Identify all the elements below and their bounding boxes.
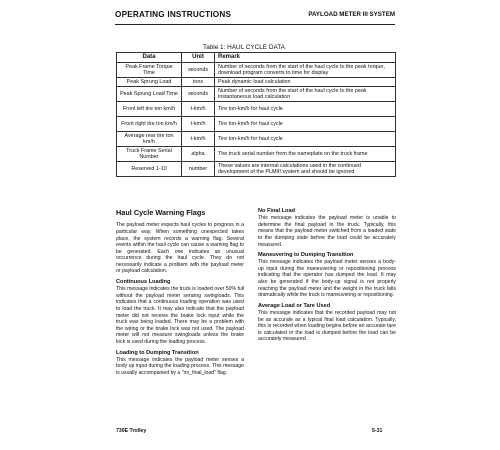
header-section-title: OPERATING INSTRUCTIONS — [115, 10, 232, 19]
table-row — [117, 162, 396, 177]
cell-data: Peak Sprung Load Time — [117, 87, 182, 102]
cell-unit: alpha — [182, 147, 215, 162]
table-header-row — [117, 53, 396, 63]
table-row — [117, 63, 396, 78]
cell-data: Front right tire ton km/h — [117, 117, 182, 132]
cell-remark: Peak dynamic load calculation — [215, 78, 396, 87]
cell-unit: t-km/h — [182, 102, 215, 117]
intro-paragraph: The payload meter expects haul cycles to progress in a particular way. When something unexpected takes place, the system records a warning flag. Several events within the haul cycle can cause a warning flag to be generated. Each one indicates an unusual occurrence during the haul cycle. They do not necessarily indicate a problem with the payload meter or payload calculation. — [116, 222, 244, 275]
column-header-data: Data — [117, 53, 182, 63]
subheading-continuous-loading: Continuous Loading — [116, 279, 171, 286]
cell-data: Reserved 1-10 — [117, 162, 182, 177]
subheading-maneuvering: Maneuvering to Dumping Transition — [258, 252, 354, 259]
haul-cycle-data-table — [116, 52, 396, 177]
table-row — [117, 147, 396, 162]
table-row — [117, 132, 396, 147]
average-load-paragraph: This message indicates that the recorded payload may not be as accurate as a typical final load calculation. Typically, this is recorded when loading begins before an accurate tare is calculated or the load is dumped before the load can be accurately measured. — [258, 310, 396, 343]
continuous-loading-paragraph: This message indicates the truck is loaded over 50% full without the payload meter sensing swingloads. This indicates that a continuous loading operation was used to load the truck. It may also indicate that the payload meter did not receive the brake lock input while the truck was being loaded. There may be a problem with the wiring or the brake lock was not used. The payload meter will not measure swingloads unless the brake lock is used during the loading process. — [116, 286, 245, 345]
table-row — [117, 102, 396, 117]
column-header-unit: Unit — [182, 53, 215, 63]
header-system-title: PAYLOAD METER III SYSTEM — [308, 11, 395, 18]
no-final-load-paragraph: This message indicates the payload meter is unable to determine the final payload in the truck. Typically, this means that the payload meter switched from a loaded state to the dumping state before the load could be accurately measured. — [258, 215, 396, 248]
cell-unit: t-km/h — [182, 117, 215, 132]
table-row — [117, 78, 396, 87]
cell-remark: Tire ton-km/h for haul cycle — [215, 102, 396, 117]
cell-unit: t-km/h — [182, 132, 215, 147]
cell-remark: Tire ton-km/h for haul cycle — [215, 117, 396, 132]
cell-remark: The truck serial number from the nameplate on the truck frame — [215, 147, 396, 162]
right-text-column — [258, 208, 396, 343]
table-row — [117, 87, 396, 102]
subheading-loading-to-dumping: Loading to Dumping Transition — [116, 349, 199, 356]
cell-remark: Number of seconds from the start of the haul cycle to the peak instantaneous load calculation — [215, 87, 396, 102]
subheading-no-final-load: No Final Load — [258, 208, 295, 214]
column-header-remark: Remark — [215, 53, 396, 63]
table-caption: Table 1: HAUL CYCLE DATA — [203, 44, 285, 51]
page-header — [115, 10, 395, 25]
footer-page-number: 5-31 — [372, 428, 383, 434]
subheading-average-load: Average Load or Tare Used — [258, 302, 331, 309]
table-row — [117, 117, 396, 132]
cell-unit: seconds — [182, 87, 215, 102]
maneuvering-paragraph: This message indicates the payload meter senses a body-up input during the maneuvering or repositioning process indicating that the operator has dumped the load. It may also be generated if the body-up signal is not properly reaching the payload meter and the weight in the truck falls dramatically while the truck is maneuvering or repositioning. — [258, 259, 396, 299]
cell-unit: tons — [182, 78, 215, 87]
cell-remark: Tire ton-km/h for haul cycle — [215, 132, 396, 147]
cell-data: Average rear tire ton km/h — [117, 132, 182, 147]
cell-data: Peak Frame Torque Time — [117, 63, 182, 78]
cell-remark: These values are internal calculations used in the continued development of the PLMIII system and should be ignored — [215, 162, 396, 177]
cell-unit: seconds — [182, 63, 215, 78]
cell-data: Peak Sprung Load — [117, 78, 182, 87]
cell-unit: number — [182, 162, 215, 177]
loading-to-dumping-paragraph: This message indicates the payload meter senses a body up input during the loading process. This message is usually accompanied by a "no_final_load" flag. — [116, 356, 244, 376]
footer-model: 730E Trolley — [116, 428, 147, 434]
cell-data: Truck Frame Serial Number — [117, 147, 182, 162]
cell-remark: Number of seconds from the start of the haul cycle to the peak torque, download program converts to time for display — [215, 63, 396, 78]
cell-data: Front left tire ton km/h — [117, 102, 182, 117]
section-heading: Haul Cycle Warning Flags — [116, 208, 206, 217]
left-text-column — [116, 208, 244, 377]
